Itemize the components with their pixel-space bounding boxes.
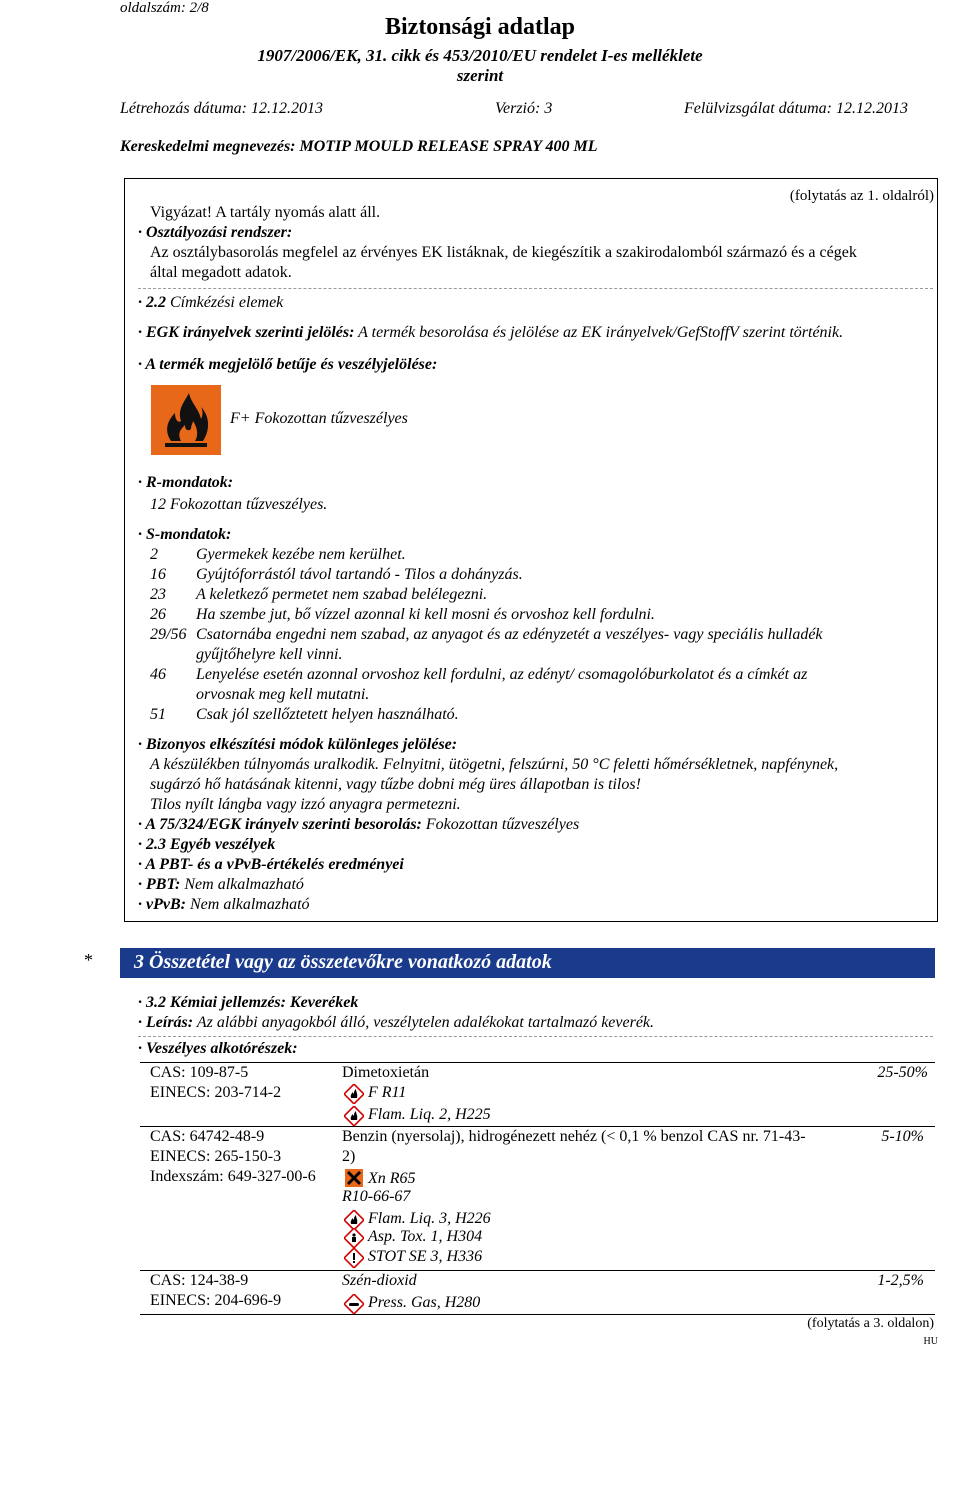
component-class: R10-66-67 [342, 1188, 411, 1205]
row-rule [140, 1126, 935, 1127]
row-rule [140, 1270, 935, 1271]
document-title: Biztonsági adatlap [384, 14, 576, 40]
chem-characterization: · 3.2 Kémiai jellemzés: Keverékek [138, 994, 359, 1011]
table-top-rule [140, 1062, 935, 1063]
ec-labelling: · EGK irányelvek szerinti jelölés: A termék besorolása és jelölése az EK irányelvek/GefStoffV szerint történik. [138, 324, 844, 341]
continued-from: (folytatás az 1. oldalról) [789, 188, 934, 204]
special-text: sugárzó hő hatásának kitenni, vagy tűzbe dobni még üres állapotban is tilos! [150, 776, 641, 793]
hazard-symbol-label: · A termék megjelölő betűje és veszélyjelölése: [138, 356, 438, 373]
component-id: CAS: 64742-48-9 [150, 1128, 265, 1145]
flame-icon [151, 385, 221, 455]
component-id: EINECS: 203-714-2 [150, 1084, 282, 1101]
classification-label: · Osztályozási rendszer: [138, 224, 293, 241]
divider [138, 1036, 933, 1037]
gas-cylinder-icon [344, 1294, 364, 1314]
component-class: Xn R65 [368, 1170, 416, 1187]
component-id: Indexszám: 649-327-00-6 [150, 1168, 316, 1185]
other-hazards: · 2.3 Egyéb veszélyek [138, 836, 276, 853]
directive-classification: · A 75/324/EGK irányelv szerinti besorolás: Fokozottan tűzveszélyes [138, 816, 580, 833]
continued-on: (folytatás a 3. oldalon) [807, 1316, 934, 1331]
component-class: F R11 [368, 1084, 407, 1101]
s-phrase: 29/56 Csatornába engedni nem szabad, az anyagot és az edényzetét a veszélyes- vagy speciális hulladék [150, 626, 823, 643]
component-class: Flam. Liq. 2, H225 [368, 1106, 491, 1123]
classification-text-2: által megadott adatok. [150, 264, 292, 281]
special-text: Tilos nyílt lángba vagy izzó anyagra permetezni. [150, 796, 461, 813]
component-class: STOT SE 3, H336 [368, 1248, 483, 1265]
pbt-results: · A PBT- és a vPvB-értékelés eredményei [138, 856, 404, 873]
component-name: Szén-dioxid [342, 1272, 417, 1289]
trade-name: Kereskedelmi megnevezés: MOTIP MOULD RELEASE SPRAY 400 ML [120, 138, 598, 155]
document-subtitle: 1907/2006/EK, 31. cikk és 453/2010/EU rendelet I-es melléklete [257, 46, 703, 65]
s-phrase: 16 Gyújtóforrástól távol tartandó - Tilos a dohányzás. [150, 566, 523, 583]
component-name: Benzin (nyersolaj), hidrogénezett nehéz (< 0,1 % benzol CAS nr. 71-43- [342, 1128, 806, 1145]
special-text: A készülékben túlnyomás uralkodik. Felnyitni, ütögetni, felszúrni, 50 °C feletti hőmérsékletnek, napfénynek, [150, 756, 839, 773]
dangerous-components-label: · Veszélyes alkotórészek: [138, 1040, 298, 1057]
s-phrase-cont: gyűjtőhelyre kell vinni. [196, 646, 343, 663]
hazard-symbol-text: F+ Fokozottan tűzveszélyes [230, 410, 408, 427]
divider [138, 288, 933, 289]
label-elements-heading: · 2.2 Címkézési elemek [138, 294, 284, 311]
special-label: · Bizonyos elkészítési módok különleges jelölése: [138, 736, 458, 753]
component-concentration: 1-2,5% [877, 1272, 924, 1289]
component-id: CAS: 124-38-9 [150, 1272, 249, 1289]
page-number: oldalszám: 2/8 [120, 0, 209, 16]
component-id: EINECS: 204-696-9 [150, 1292, 282, 1309]
s-phrase: 26 Ha szembe jut, bő vízzel azonnal ki kell mosni és orvoshoz kell fordulni. [150, 606, 655, 623]
component-id: CAS: 109-87-5 [150, 1064, 249, 1081]
vpvb: · vPvB: Nem alkalmazható [138, 896, 310, 913]
health-hazard-icon [344, 1228, 364, 1248]
s-phrase: 46 Lenyelése esetén azonnal orvoshoz kell fordulni, az edényt/ csomagolóburkolatot és a címkét az [150, 666, 808, 683]
s-phrases-label: · S-mondatok: [138, 526, 232, 543]
component-class: Press. Gas, H280 [368, 1294, 481, 1311]
version: Verzió: 3 [495, 100, 553, 117]
component-class: Asp. Tox. 1, H304 [368, 1228, 483, 1245]
r-phrases-label: · R-mondatok: [138, 474, 234, 491]
component-concentration: 5-10% [881, 1128, 924, 1145]
document-subtitle-2: szerint [456, 66, 504, 85]
component-name: Dimetoxietán [342, 1064, 430, 1081]
classification-text: Az osztálybasorolás megfelel az érvényes EK listáknak, de kiegészítik a szakirodalomból származó és a cégek [150, 244, 857, 261]
pressure-warning: Vigyázat! A tartály nyomás alatt áll. [150, 204, 381, 221]
s-phrase: 23 A keletkező permetet nem szabad belélegezni. [150, 586, 488, 603]
s-phrase: 2 Gyermekek kezébe nem kerülhet. [150, 546, 406, 563]
created-date: Létrehozás dátuma: 12.12.2013 [120, 100, 323, 117]
exclamation-icon [344, 1248, 364, 1268]
flame-icon [344, 1106, 364, 1126]
pbt: · PBT: Nem alkalmazható [138, 876, 304, 893]
section-3-header [120, 948, 935, 978]
s-phrase: 51 Csak jól szellőztetett helyen használható. [150, 706, 459, 723]
component-id: EINECS: 265-150-3 [150, 1148, 282, 1165]
component-name-cont: 2) [342, 1148, 356, 1165]
component-class: Flam. Liq. 3, H226 [368, 1210, 491, 1227]
component-concentration: 25-50% [877, 1064, 928, 1081]
s-phrase-cont: orvosnak meg kell mutatni. [196, 686, 370, 703]
language-code: HU [923, 1336, 938, 1347]
harmful-cross-icon [344, 1168, 364, 1188]
r-phrase: 12 Fokozottan tűzveszélyes. [150, 496, 328, 513]
flame-icon [344, 1210, 364, 1230]
flame-icon [344, 1084, 364, 1104]
description: · Leírás: Az alábbi anyagokból álló, veszélytelen adalékokat tartalmazó keverék. [138, 1014, 655, 1031]
section-3-title: 3 Összetétel vagy az összetevőkre vonatkozó adatok [134, 951, 552, 973]
flame-hazard-symbol [150, 384, 222, 456]
revised-date: Felülvizsgálat dátuma: 12.12.2013 [684, 100, 908, 117]
table-bottom-rule [140, 1314, 935, 1315]
change-mark: * [84, 950, 93, 970]
